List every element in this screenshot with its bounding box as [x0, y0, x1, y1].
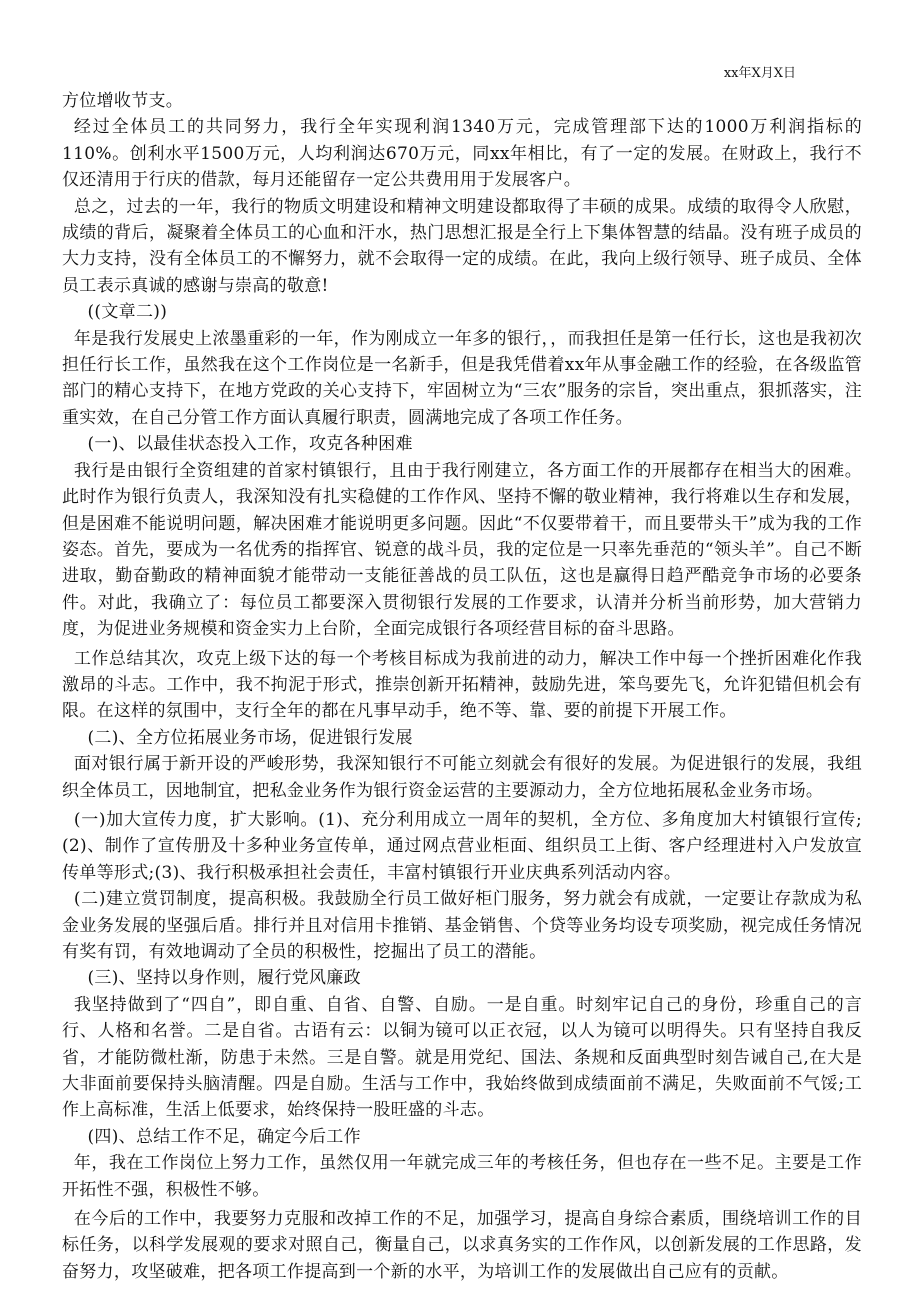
- paragraph: 我坚持做到了“四自”，即自重、自省、自警、自励。一是自重。时刻牢记自己的身份，珍重自己的言行、人格和名誉。二是自省。古语有云：以铜为镜可以正衣冠，以人为镜可以明得失。只有坚持自我反省，才能防微杜渐，防患于未然。三是自警。就是用党纪、国法、条规和反面典型时刻告诫自己,在大是大非面前要保持头脑清醒。四是自励。生活与工作中，我始终做到成绩面前不满足，失败面前不气馁;工作上高标准，生活上低要求，始终保持一股旺盛的斗志。: [62, 994, 862, 1121]
- paragraph: (一)加大宣传力度，扩大影响。(1)、充分利用成立一周年的契机，全方位、多角度加大村镇银行宣传;(2)、制作了宣传册及十多种业务宣传单，通过网点营业柜面、组织员工上街、客户经理进村入户发放宣传单等形式;(3)、我行积极承担社会责任，丰富村镇银行开业庆典系列活动内容。: [62, 809, 862, 883]
- paragraph: 我行是由银行全资组建的首家村镇银行，且由于我行刚建立，各方面工作的开展都存在相当大的困难。此时作为银行负责人，我深知没有扎实稳健的工作作风、坚持不懈的敬业精神，我行将难以生存和发展，但是困难不能说明问题，解决困难才能说明更多问题。因此“不仅要带着干，而且要带头干”成为我的工作姿态。首先，要成为一名优秀的指挥官、锐意的战斗员，我的定位是一只率先垂范的“领头羊”。自己不断进取，勤奋勤政的精神面貌才能带动一支能征善战的员工队伍，这也是赢得日趋严酷竞争市场的必要条件。对此，我确立了：每位员工都要深入贯彻银行发展的工作要求，认清并分析当前形势，加大营销力度，为促进业务规模和资金实力上台阶，全面完成银行各项经营目标的奋斗思路。: [62, 460, 862, 640]
- paragraph: 工作总结其次，攻克上级下达的每一个考核目标成为我前进的动力，解决工作中每一个挫折困难化作我激昂的斗志。工作中，我不拘泥于形式，推崇创新开拓精神，鼓励先进，笨鸟要先飞，允许犯错但机会有限。在这样的氛围中，支行全年的都在凡事早动手，绝不等、靠、要的前提下开展工作。: [62, 648, 862, 722]
- paragraph: 年是我行发展史上浓墨重彩的一年，作为刚成立一年多的银行，，而我担任是第一任行长，这也是我初次担任行长工作，虽然我在这个工作岗位是一名新手，但是我凭借着xx年从事金融工作的经验，在各级监管部门的精心支持下，在地方党政的关心支持下，牢固树立为“三农”服务的宗旨，突出重点，狠抓落实，注重实效，在自己分管工作方面认真履行职责，圆满地完成了各项工作任务。: [62, 328, 862, 428]
- section-heading: (三)、坚持以身作则，履行党风廉政: [87, 968, 361, 989]
- paragraph: 经过全体员工的共同努力，我行全年实现利润1340万元，完成管理部下达的1000万利润指标的110%。创利水平1500万元，人均利润达670万元，同xx年相比，有了一定的发展。在财政上，我行不仅还清用于行庆的借款，每月还能留存一定公共费用用于发展客户。: [62, 117, 862, 191]
- section-heading: ((文章二)): [87, 302, 168, 323]
- header-date: xx年X月X日: [723, 66, 796, 81]
- section-heading: (四)、总结工作不足，确定今后工作: [87, 1126, 361, 1147]
- section-heading: (一)、以最佳状态投入工作，攻克各种困难: [87, 434, 413, 455]
- paragraph: 总之，过去的一年，我行的物质文明建设和精神文明建设都取得了丰硕的成果。成绩的取得令人欣慰，成绩的背后，凝聚着全体员工的心血和汗水，热门思想汇报是全行上下集体智慧的结晶。没有班子成员的大力支持，没有全体员工的不懈努力，就不会取得一定的成绩。在此，我向上级行领导、班子成员、全体员工表示真诚的感谢与崇高的敬意!: [62, 196, 862, 296]
- paragraph: 年，我在工作岗位上努力工作，虽然仅用一年就完成三年的考核任务，但也存在一些不足。主要是工作开拓性不强，积极性不够。: [62, 1153, 862, 1200]
- document-body: [62, 88, 862, 1285]
- section-heading: (二)、全方位拓展业务市场，促进银行发展: [87, 727, 413, 748]
- paragraph: 在今后的工作中，我要努力克服和改掉工作的不足，加强学习，提高自身综合素质，围绕培训工作的目标任务，以科学发展观的要求对照自己，衡量自己，以求真务实的工作作风，以创新发展的工作思路，发奋努力，攻坚破难，把各项工作提高到一个新的水平，为培训工作的发展做出自己应有的贡献。: [62, 1209, 862, 1282]
- paragraph: (二)建立赏罚制度，提高积极。我鼓励全行员工做好柜门服务，努力就会有成就，一定要让存款成为私金业务发展的坚强后盾。排行并且对信用卡推销、基金销售、个贷等业务均设专项奖励，视完成任务情况有奖有罚，有效地调动了全员的积极性，挖掘出了员工的潜能。: [62, 889, 862, 962]
- paragraph: 方位增收节支。: [62, 91, 184, 111]
- paragraph: 面对银行属于新开设的严峻形势，我深知银行不可能立刻就会有很好的发展。为促进银行的发展，我组织全体员工，因地制宜，把私金业务作为银行资金运营的主要源动力，全方位地拓展私金业务市场。: [62, 754, 862, 801]
